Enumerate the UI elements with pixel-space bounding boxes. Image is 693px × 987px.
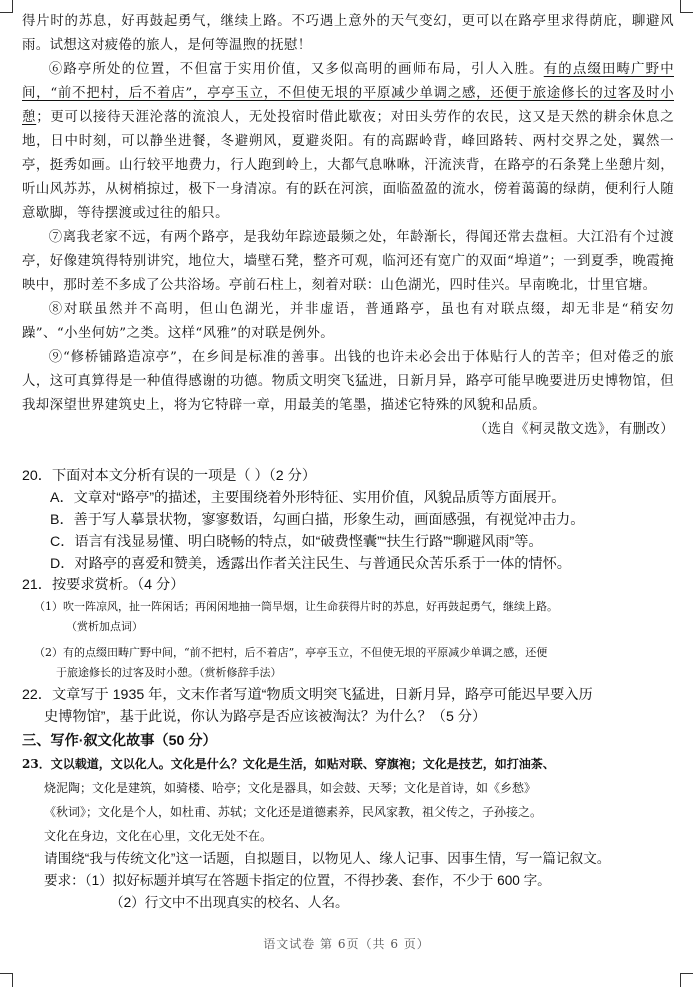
crop-mark-bottom-right <box>670 973 681 987</box>
question-23 <box>22 752 674 914</box>
paragraph-continued: 得片时的苏息，好再鼓起勇气，继续上路。不巧遇上意外的天气变幻，更可以在路亭里求得荫庇，聊避风雨。试想这对疲倦的旅人，是何等温煦的抚慰！ <box>22 14 674 53</box>
question-20 <box>22 465 674 575</box>
page-footer: 语文试卷 第 6页（共 6 页） <box>263 937 430 951</box>
crop-mark-top-right-h <box>681 12 693 23</box>
question-23-requirement-1: 要求：（1）拟好标题并填写在答题卡指定的位置，不得抄袭、套作，不少于 600 字。 <box>44 873 551 888</box>
question-21-item-1-requirement: （赏析加点词） <box>66 620 143 633</box>
question-20-option-b: B．善于写人摹景状物，寥寥数语，勾画白描，形象生动，画面感强，有视觉冲击力。 <box>50 512 585 528</box>
question-23-prompt: 请围绕“我与传统文化”这一话题，自拟题目，以物见人、缘人记事、因事生情，写一篇记叙文。 <box>44 851 611 866</box>
paragraph-6-start: ⑥路亭所处的位置，不但富于实用价值，又多似高明的画师布局，引人入胜。 <box>48 62 544 77</box>
question-23-line-1: 23．文以载道，文以化人。文化是什么？文化是生活，如贴对联、穿旗袍；文化是技艺，如打油茶、 <box>22 757 555 771</box>
question-21-item-2-line-2: 于旅途修长的过客及时小憩。（赏析修辞手法） <box>56 666 282 679</box>
paragraph-6 <box>22 58 674 226</box>
question-23-line-3: 《秋词》；文化是个人，如杜甫、苏轼；文化还是道德素养，民风家教，祖父传之，子孙接之。 <box>44 805 543 819</box>
paragraph-7: ⑦离我老家不远，有两个路亭，是我幼年踪迹最频之处，年龄渐长，得闻还常去盘桓。大江沿有个过渡亭，好像建筑得特别讲究，地位大，墙壁石凳，整齐可观，临河还有宽广的双面“埠道”；一到夏季，晚霞掩映中，那时差不多成了公共浴场。亭前石柱上，刻着对联：山色湖光，四时佳兴。早南晚北，廿里官塘。 <box>22 230 674 293</box>
paragraph-6-rest: ；更可以接待天涯沦落的流浪人，无处投宿时借此歇夜；对田头劳作的农民，这又是天然的耕余休息之地，日中时刻，可以静坐进餐，冬避朔风，夏避炎阳。有的高踞岭背，峰回路转、两村交界之处，翼然一亭，挺秀如画。山行较平地费力，行人跑到岭上，大都气息咻咻，汗流浃背，在路亭的石条凳上坐憩片刻，听山风苏苏，从树梢掠过，极下一身清凉。有的跃在河滨，面临盈盈的流水，傍着蔼蔼的绿荫，便利行人随意歇脚，等待摆渡或过往的船只。 <box>22 110 674 221</box>
question-20-option-d: D．对路亭的喜爱和赞美，透露出作者关注民生、与普通民众苦乐系于一体的情怀。 <box>50 556 571 572</box>
question-20-stem: 20．下面对本文分析有误的一项是（ ）（2 分） <box>22 468 317 484</box>
paragraph-8: ⑧对联虽然并不高明，但山色湖光，并非虚语，普通路亭，虽也有对联点缀，却无非是“稍安勿躁”、“小坐何妨”之类。这样“风雅”的对联是例外。 <box>22 302 674 341</box>
crop-mark-bottom-left <box>12 973 23 987</box>
question-21-stem: 21．按要求赏析。（4 分） <box>22 577 185 593</box>
section-3-heading: 三、写作·叙文化故事（50 分） <box>22 733 217 749</box>
question-22-line-2: 史博物馆”，基于此说，你认为路亭是否应该被淘汰？为什么？（5 分） <box>44 709 487 725</box>
question-20-option-a: A．文章对“路亭”的描述，主要围绕着外形特征、实用价值，风貌品质等方面展开。 <box>50 490 566 506</box>
question-20-option-c: C．语言有浅显易懂、明白晓畅的特点，如“破费悭囊”“扶生行路”“聊避风雨”等。 <box>50 534 543 550</box>
question-22-line-1: 22．文章写于 1935 年，文末作者写道“物质文明突飞猛进，日新月异，路亭可能迟早要入历 <box>22 687 593 703</box>
crop-mark-top-left-h <box>0 12 12 23</box>
question-21 <box>22 574 674 682</box>
paragraph-9-text: ⑨“修桥铺路造凉亭”，在乡间是标准的善事。出钱的也许未必会出于体贴行人的苦辛；但对倦乏的旅人，这可真算得是一种值得感谢的功德。物质文明突飞猛进，日新月异，路亭可能早晚要进历史博物馆，但我却深望世界建筑史上，将为它特辟一章，用最美的笔墨，描述它特殊的风貌和品质。 <box>22 350 674 413</box>
question-23-line-4: 文化在身边，文化在心里，文化无处不在。 <box>44 829 273 843</box>
reading-passage <box>22 10 674 442</box>
question-23-line-2: 烧泥陶；文化是建筑，如骑楼、哈亭；文化是器具，如会鼓、天琴；文化是首诗，如《乡愁》 <box>44 781 537 795</box>
question-21-item-2-line-1: （2）有的点缀田畴广野中间，“前不把村，后不着店”，亭亭玉立，不但使无垠的平原减少单调之感，还便 <box>34 646 548 659</box>
question-23-requirement-2: （2）行文中不出现真实的校名、人名。 <box>110 895 349 910</box>
question-21-item-1: （1）吹一阵凉风，扯一阵闲话；再闲闲地抽一筒旱烟，让生命获得片时的苏息，好再鼓起勇气，继续上路。 <box>34 600 558 613</box>
crop-mark-bottom-right-h <box>681 963 693 974</box>
source-citation: （选自《柯灵散文选》，有删改） <box>473 422 674 437</box>
paragraph-9 <box>22 346 674 442</box>
crop-mark-bottom-left-h <box>0 963 12 974</box>
question-22 <box>22 684 674 728</box>
paragraph-6-underlined: 有的点缀田畴广野中间，“前不把村，后不着店”，亭亭玉立，不但使无垠的平原减少单调之感，还便于旅途修长的过客及时小憩 <box>22 62 674 125</box>
